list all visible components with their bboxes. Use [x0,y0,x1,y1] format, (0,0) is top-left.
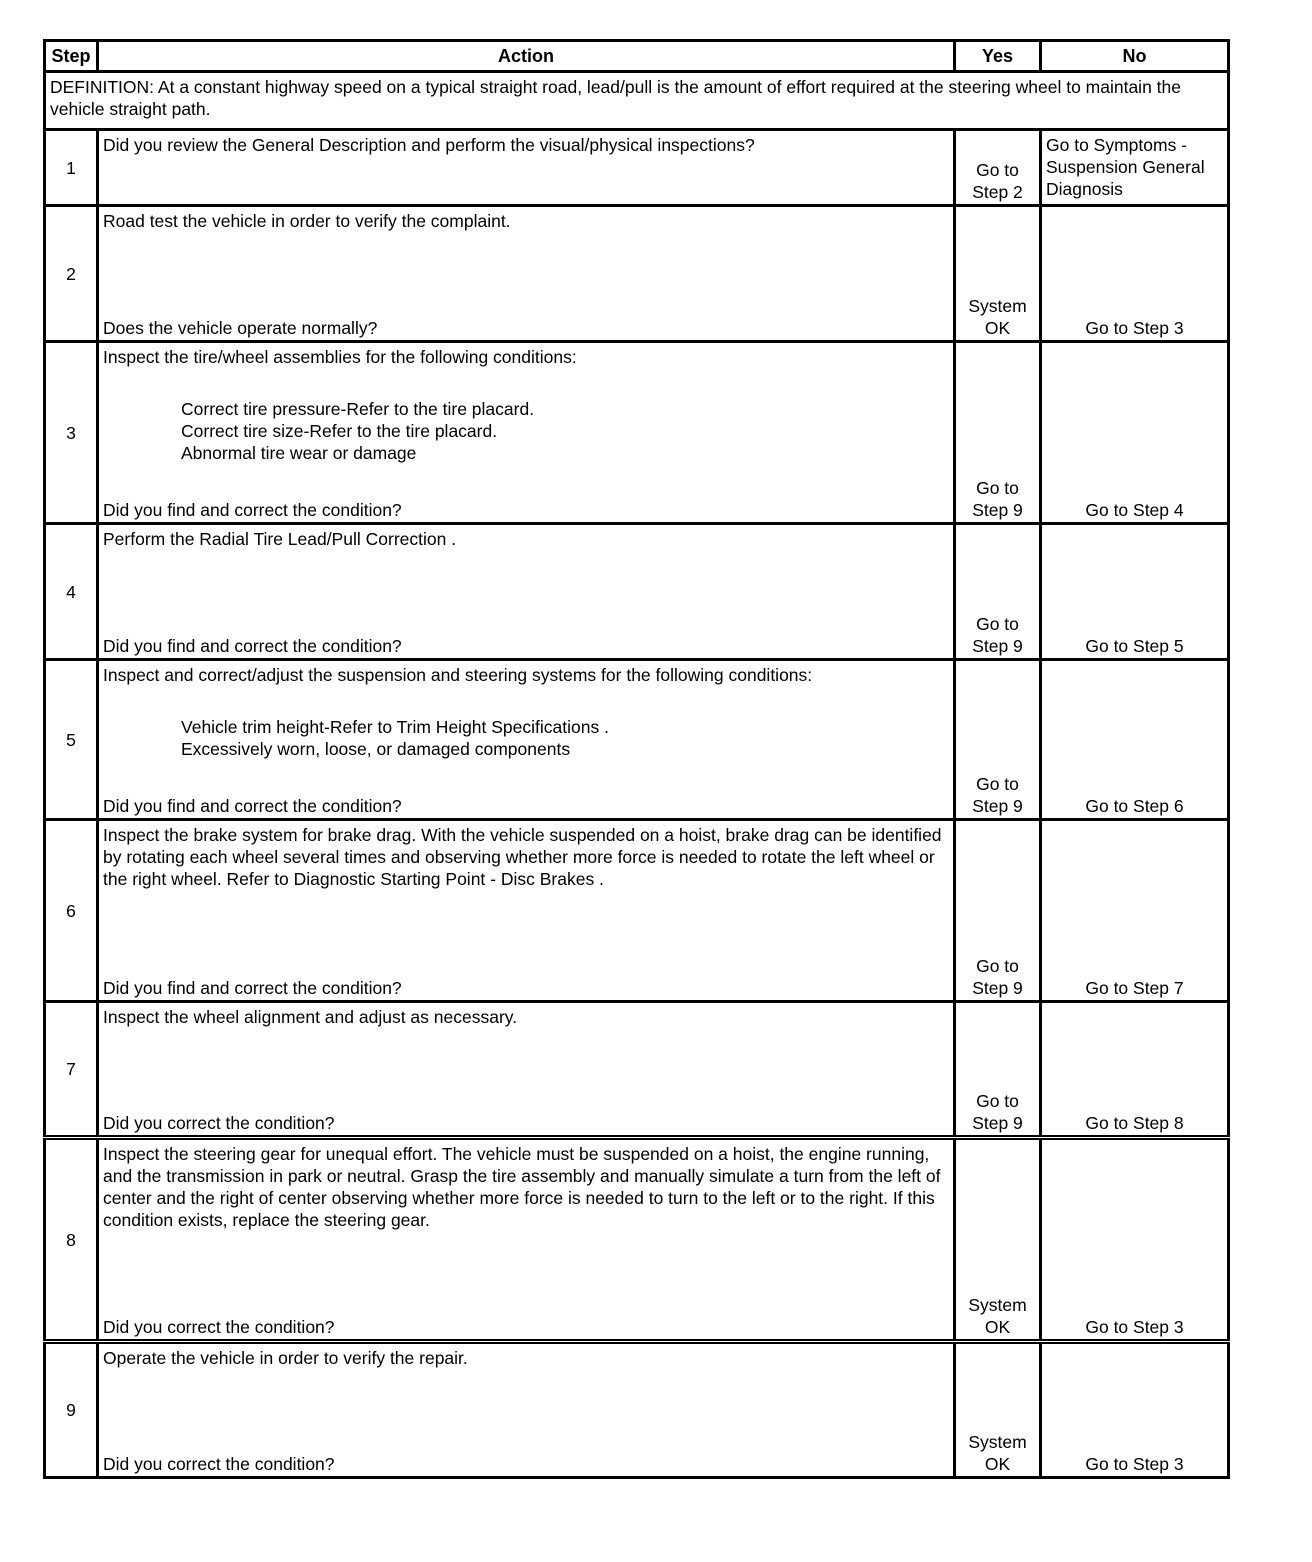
no-result: Go to Step 6 [1041,660,1229,820]
action-top-block [103,134,949,156]
yes-result: System OK [955,206,1041,342]
action-content [99,1140,953,1339]
header-yes: Yes [955,41,1041,72]
condition-item: Correct tire size-Refer to the tire placard. [181,421,498,441]
action-content [99,1344,953,1476]
action-instruction: Inspect and correct/adjust the suspension and steering systems for the following conditions: [103,665,813,685]
action-cell [98,342,955,524]
yes-result: Go to Step 9 [955,820,1041,1002]
action-instruction: Did you review the General Description and perform the visual/physical inspections? [103,135,755,155]
action-top-block [103,346,949,464]
step-number: 4 [45,524,98,660]
table-row [45,342,1229,524]
definition-row [45,72,1229,130]
header-row [45,41,1229,72]
step-number: 9 [45,1342,98,1478]
yes-result: Go to Step 9 [955,660,1041,820]
condition-item: Correct tire pressure-Refer to the tire placard. [181,399,535,419]
action-cell [98,1138,955,1342]
no-result: Go to Step 8 [1041,1002,1229,1138]
table-row [45,660,1229,820]
action-question: Did you find and correct the condition? [103,978,402,998]
action-top-block [103,528,949,550]
action-content [99,207,953,340]
step-number: 2 [45,206,98,342]
table-row [45,524,1229,660]
action-question: Did you find and correct the condition? [103,636,402,656]
step-number: 1 [45,130,98,206]
no-result: Go to Step 3 [1041,1138,1229,1342]
condition-item: Excessively worn, loose, or damaged components [181,739,571,759]
yes-result: Go to Step 9 [955,524,1041,660]
no-result: Go to Step 7 [1041,820,1229,1002]
condition-list [103,398,949,464]
step-number: 5 [45,660,98,820]
action-top-block [103,1347,949,1369]
no-result: Go to Step 5 [1041,524,1229,660]
yes-result: Go to Step 9 [955,342,1041,524]
table-body [45,72,1229,1478]
step-number: 3 [45,342,98,524]
yes-result: Go to Step 2 [955,130,1041,206]
no-result: Go to Step 3 [1041,1342,1229,1478]
no-result: Go to Symptoms - Suspension General Diagnosis [1041,130,1229,206]
action-question: Did you correct the condition? [103,1454,335,1474]
action-top-block [103,664,949,760]
definition-text: DEFINITION: At a constant highway speed on a typical straight road, lead/pull is the amount of effort required at the steering wheel to maintain the vehicle straight path. [45,72,1229,130]
action-content [99,525,953,658]
action-instruction: Inspect the wheel alignment and adjust as necessary. [103,1007,518,1027]
diagnostic-table [43,39,1230,1479]
header-step: Step [45,41,98,72]
action-cell [98,820,955,1002]
condition-item: Vehicle trim height-Refer to Trim Height Specifications . [181,717,609,737]
action-cell [98,206,955,342]
action-instruction: Road test the vehicle in order to verify the complaint. [103,211,511,231]
header-action: Action [98,41,955,72]
table-row [45,1342,1229,1478]
action-instruction: Inspect the tire/wheel assemblies for the following conditions: [103,347,577,367]
no-result: Go to Step 3 [1041,206,1229,342]
yes-result: System OK [955,1342,1041,1478]
header-no: No [1041,41,1229,72]
action-instruction: Operate the vehicle in order to verify the repair. [103,1348,468,1368]
action-top-block [103,824,949,890]
action-instruction: Perform the Radial Tire Lead/Pull Correction . [103,529,457,549]
action-content [99,821,953,1000]
table-row [45,1138,1229,1342]
action-top-block [103,210,949,232]
step-number: 8 [45,1138,98,1342]
action-cell [98,1342,955,1478]
action-instruction: Inspect the steering gear for unequal effort. The vehicle must be suspended on a hoist, the engine running, and the transmission in park or neutral. Grasp the tire assembly and manually simulate a turn from the left of center and the right of center observing whether more force is needed to turn to the left or to the right. If this condition exists, replace the steering gear. [103,1144,941,1230]
action-content [99,131,953,204]
action-content [99,661,953,818]
action-cell [98,660,955,820]
table-row [45,820,1229,1002]
yes-result: System OK [955,1138,1041,1342]
step-number: 7 [45,1002,98,1138]
table-row [45,206,1229,342]
step-number: 6 [45,820,98,1002]
table-row [45,1002,1229,1138]
action-top-block [103,1143,949,1231]
action-question: Did you find and correct the condition? [103,500,402,520]
action-top-block [103,1006,949,1028]
condition-list [103,716,949,760]
condition-item: Abnormal tire wear or damage [181,443,417,463]
action-question: Did you find and correct the condition? [103,796,402,816]
action-question: Did you correct the condition? [103,1113,335,1133]
action-instruction: Inspect the brake system for brake drag. With the vehicle suspended on a hoist, brake drag can be identified by rotating each wheel several times and observing whether more force is needed to rotate the left wheel or the right wheel. Refer to Diagnostic Starting Point - Disc Brakes . [103,825,942,889]
yes-result: Go to Step 9 [955,1002,1041,1138]
action-question: Does the vehicle operate normally? [103,318,378,338]
table-row [45,130,1229,206]
action-question: Did you correct the condition? [103,1317,335,1337]
action-content [99,343,953,522]
action-cell [98,130,955,206]
action-content [99,1003,953,1135]
action-cell [98,524,955,660]
action-cell [98,1002,955,1138]
diagnostic-table-container [43,39,1227,1479]
no-result: Go to Step 4 [1041,342,1229,524]
